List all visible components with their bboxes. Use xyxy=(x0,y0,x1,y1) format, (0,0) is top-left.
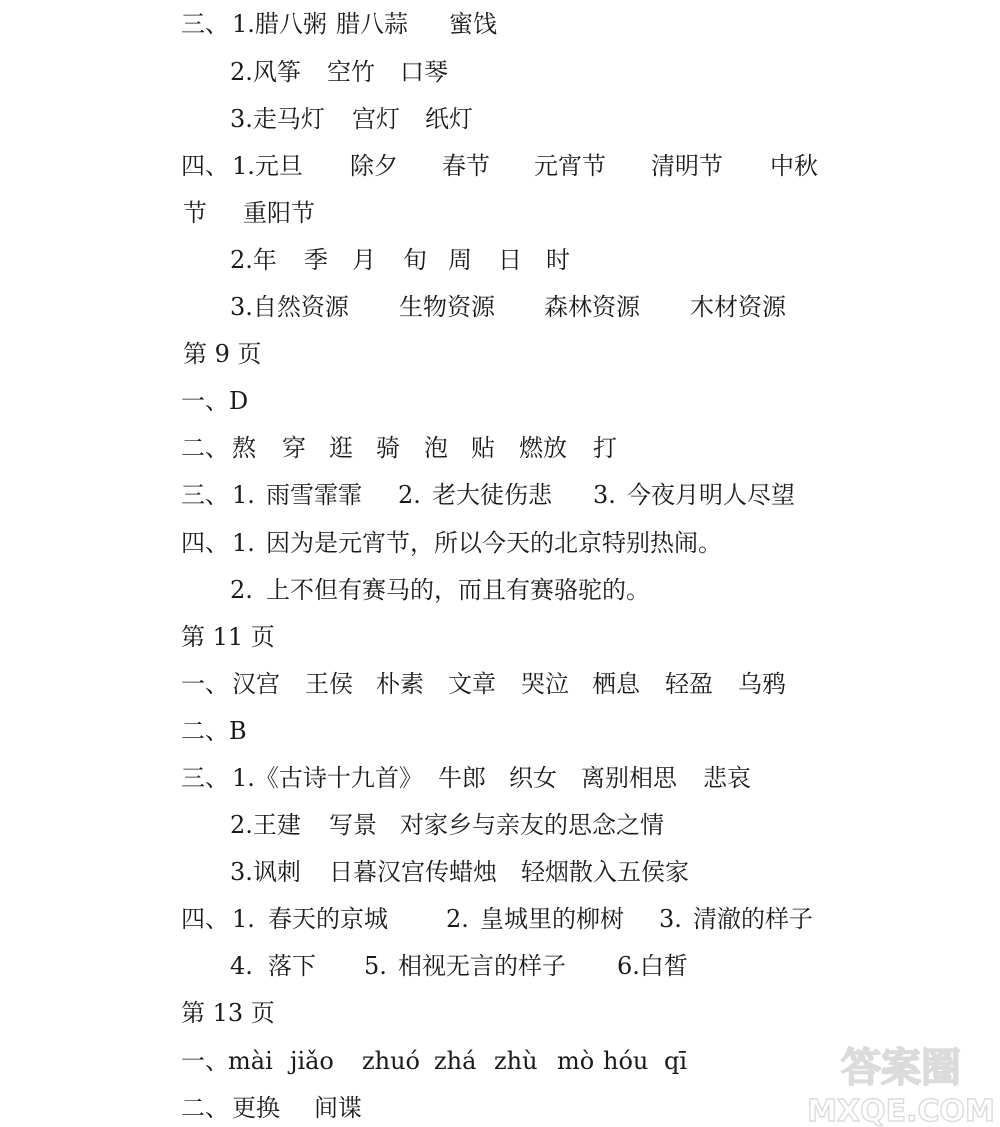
section-number: 四、 xyxy=(181,905,229,933)
section-number: 三、 xyxy=(181,481,229,509)
answer-item: 木材资源 xyxy=(690,293,786,321)
answer-item: zhù xyxy=(494,1047,538,1075)
answer-item: 皇城里的柳树 xyxy=(480,905,624,933)
answer-item: 1. xyxy=(232,529,255,557)
answer-item: 3.自然资源 xyxy=(230,293,349,321)
answer-item: 朴素 xyxy=(376,670,424,698)
answer-item: 2. xyxy=(398,481,421,509)
answer-item: 时 xyxy=(546,246,570,274)
section-number: 一、 xyxy=(181,1047,229,1075)
answer-item: 腊八蒜 xyxy=(336,10,408,38)
answer-item: 哭泣 xyxy=(521,670,569,698)
answer-item: 2.王建 xyxy=(230,811,301,839)
answer-item: 3.走马灯 xyxy=(230,105,325,133)
answer-item: 贴 xyxy=(471,434,495,462)
answer-item: mò xyxy=(557,1047,595,1075)
answer-item: 2. xyxy=(230,576,253,604)
answer-item: 打 xyxy=(593,434,617,462)
answer-item: 1.腊八粥 xyxy=(232,10,327,38)
answer-item: 2. xyxy=(446,905,469,933)
answer-item: hóu xyxy=(603,1047,649,1075)
answer-item: 日 xyxy=(498,246,522,274)
answer-item: 1. xyxy=(232,481,255,509)
answer-item: 汉宫 xyxy=(232,670,280,698)
section-number: 四、 xyxy=(181,152,229,180)
answer-item: 纸灯 xyxy=(425,105,473,133)
section-number: 三、 xyxy=(181,764,229,792)
answer-item: 宫灯 xyxy=(352,105,400,133)
answer-item: 雨雪霏霏 xyxy=(266,481,362,509)
answer-item: 口琴 xyxy=(400,58,448,86)
answer-item: 节 xyxy=(183,199,207,227)
answer-item: 织女 xyxy=(509,764,557,792)
answer-item: 熬 xyxy=(232,434,256,462)
answer-item: 间谍 xyxy=(314,1094,362,1122)
answer-item: 今夜月明人尽望 xyxy=(627,481,795,509)
section-number: 四、 xyxy=(181,529,229,557)
answer-item: 写景 xyxy=(329,811,377,839)
section-number: 三、 xyxy=(181,10,229,38)
line-text: 第 9 页 xyxy=(183,340,262,368)
answer-item: 旬 xyxy=(403,246,427,274)
answer-item: 轻烟散入五侯家 xyxy=(521,858,689,886)
answer-item: zhuó xyxy=(362,1047,421,1075)
answer-item: 6.白皙 xyxy=(617,952,688,980)
answer-item: 穿 xyxy=(282,434,306,462)
answer-item: 泡 xyxy=(424,434,448,462)
answer-item: 季 xyxy=(304,246,328,274)
answer-item: 元宵节 xyxy=(534,152,606,180)
answer-item: 周 xyxy=(448,246,472,274)
answer-item: 春节 xyxy=(442,152,490,180)
answer-item: 因为是元宵节，所以今天的北京特别热闹。 xyxy=(266,529,722,557)
answer-item: 3. xyxy=(593,481,616,509)
answer-item: 燃放 xyxy=(519,434,567,462)
section-number: 一、 xyxy=(181,670,229,698)
answer-item: 轻盈 xyxy=(665,670,713,698)
answer-item: 牛郎 xyxy=(438,764,486,792)
answer-item: 栖息 xyxy=(592,670,640,698)
answer-item: 离别相思 xyxy=(581,764,677,792)
answer-item: 中秋 xyxy=(770,152,818,180)
answer-item: 2.风筝 xyxy=(230,58,301,86)
answer-item: 1. xyxy=(232,905,255,933)
answer-item: 生物资源 xyxy=(399,293,495,321)
answer-item: 1.元旦 xyxy=(232,152,303,180)
answer-item: zhá xyxy=(434,1047,477,1075)
answer-item: 落下 xyxy=(268,952,316,980)
answer-item: 森林资源 xyxy=(544,293,640,321)
answer-item: 4. xyxy=(230,952,253,980)
line-text: 二、B xyxy=(181,717,247,745)
answer-item: 清明节 xyxy=(651,152,723,180)
answer-item: 文章 xyxy=(448,670,496,698)
answer-item: 月 xyxy=(352,246,376,274)
answer-item: 除夕 xyxy=(350,152,398,180)
answer-item: 5. xyxy=(364,952,387,980)
answer-item: jiǎo xyxy=(290,1047,334,1075)
line-text: 第 11 页 xyxy=(181,623,275,651)
answer-item: 骑 xyxy=(376,434,400,462)
answer-item: 春天的京城 xyxy=(268,905,388,933)
line-text: 一、D xyxy=(181,387,249,415)
answer-item: 蜜饯 xyxy=(449,10,497,38)
answer-item: 重阳节 xyxy=(243,199,315,227)
answer-item: 逛 xyxy=(329,434,353,462)
answer-item: 清澈的样子 xyxy=(693,905,813,933)
section-number: 二、 xyxy=(181,1094,229,1122)
answer-item: 3.讽刺 xyxy=(230,858,301,886)
watermark-top: 答案圈 xyxy=(841,1045,961,1091)
answer-item: qī xyxy=(664,1047,688,1075)
answer-item: 乌鸦 xyxy=(738,670,786,698)
answer-item: 2.年 xyxy=(230,246,277,274)
answer-item: 日暮汉宫传蜡烛 xyxy=(329,858,497,886)
line-text: 第 13 页 xyxy=(181,999,275,1027)
answer-item: 上不但有赛马的，而且有赛骆驼的。 xyxy=(266,576,650,604)
answer-item: 更换 xyxy=(232,1094,280,1122)
section-number: 二、 xyxy=(181,434,229,462)
answer-item: 老大徒伤悲 xyxy=(432,481,552,509)
answer-item: 3. xyxy=(659,905,682,933)
answer-item: 悲哀 xyxy=(703,764,751,792)
answer-item: 相视无言的样子 xyxy=(398,952,566,980)
answer-item: 王侯 xyxy=(305,670,353,698)
answer-item: 1.《古诗十九首》 xyxy=(232,764,423,792)
watermark-bottom: MXQE.COM xyxy=(807,1094,995,1127)
watermark-logo xyxy=(806,1037,996,1127)
answer-item: 对家乡与亲友的思念之情 xyxy=(400,811,664,839)
answer-item: mài xyxy=(228,1047,273,1075)
answer-item: 空竹 xyxy=(327,58,375,86)
